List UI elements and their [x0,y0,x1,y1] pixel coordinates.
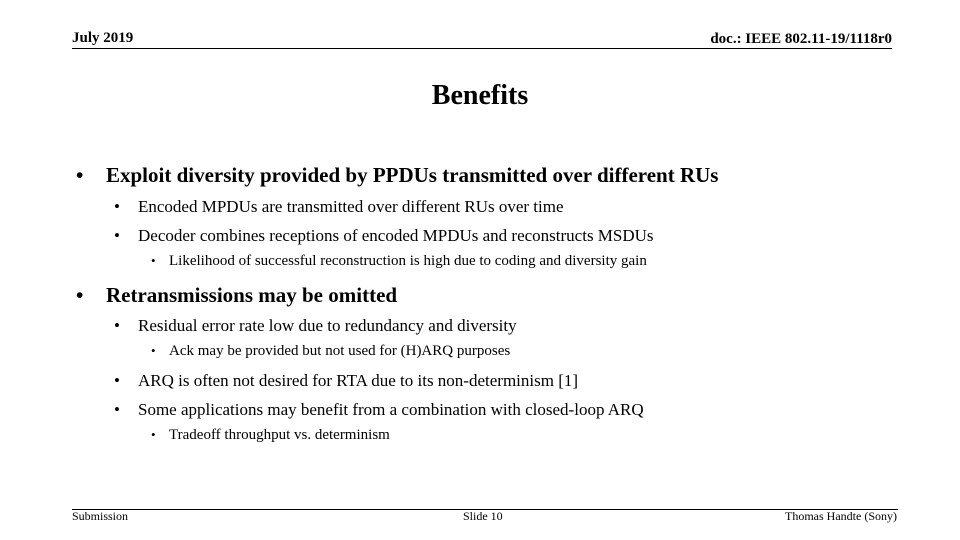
bullet-text: Some applications may benefit from a combination with closed-loop ARQ [138,400,644,419]
bullet-dot-icon: • [114,371,120,390]
bullet-dot-icon: • [114,400,120,419]
slide-title: Benefits [431,80,529,111]
bullet-dot-icon: • [151,343,156,358]
footer-author: Thomas Handte (Sony) [785,509,897,523]
bullet-text: ARQ is often not desired for RTA due to its non-determinism [1] [138,371,579,390]
bullet-dot-icon: • [151,427,156,442]
bullet-dot-icon: • [114,316,120,335]
bullet-text: Ack may be provided but not used for (H)ARQ purposes [169,343,511,359]
bullet-text: Likelihood of successful reconstruction is high due to coding and diversity gain [169,253,647,269]
bullet-item [114,197,564,217]
bullet-item [151,343,510,360]
bullet-text: Tradeoff throughput vs. determinism [169,427,390,443]
bullet-dot-icon: • [151,253,156,268]
header-date: July 2019 [72,30,134,46]
bullet-item [114,316,517,336]
bullet-item [151,427,390,444]
bullet-item [76,163,718,188]
footer-submission: Submission [72,509,129,523]
bullet-text: Retransmissions may be omitted [106,283,398,307]
bullet-item [114,400,644,420]
bullet-text: Encoded MPDUs are transmitted over different RUs over time [138,197,564,216]
footer-slide-number: Slide 10 [463,509,503,523]
bullet-text: Residual error rate low due to redundancy and diversity [138,316,517,335]
bullet-item [114,371,578,391]
header-doc-id: doc.: IEEE 802.11-19/1118r0 [710,31,892,47]
bullet-dot-icon: • [76,163,84,187]
bullet-text: Decoder combines receptions of encoded MPDUs and reconstructs MSDUs [138,226,654,245]
header-divider [72,48,892,49]
bullet-item [76,283,397,308]
bullet-text: Exploit diversity provided by PPDUs transmitted over different RUs [106,163,719,187]
bullet-item [114,226,654,246]
bullet-dot-icon: • [114,226,120,245]
bullet-dot-icon: • [76,283,84,307]
bullet-item [151,253,647,270]
bullet-dot-icon: • [114,197,120,216]
